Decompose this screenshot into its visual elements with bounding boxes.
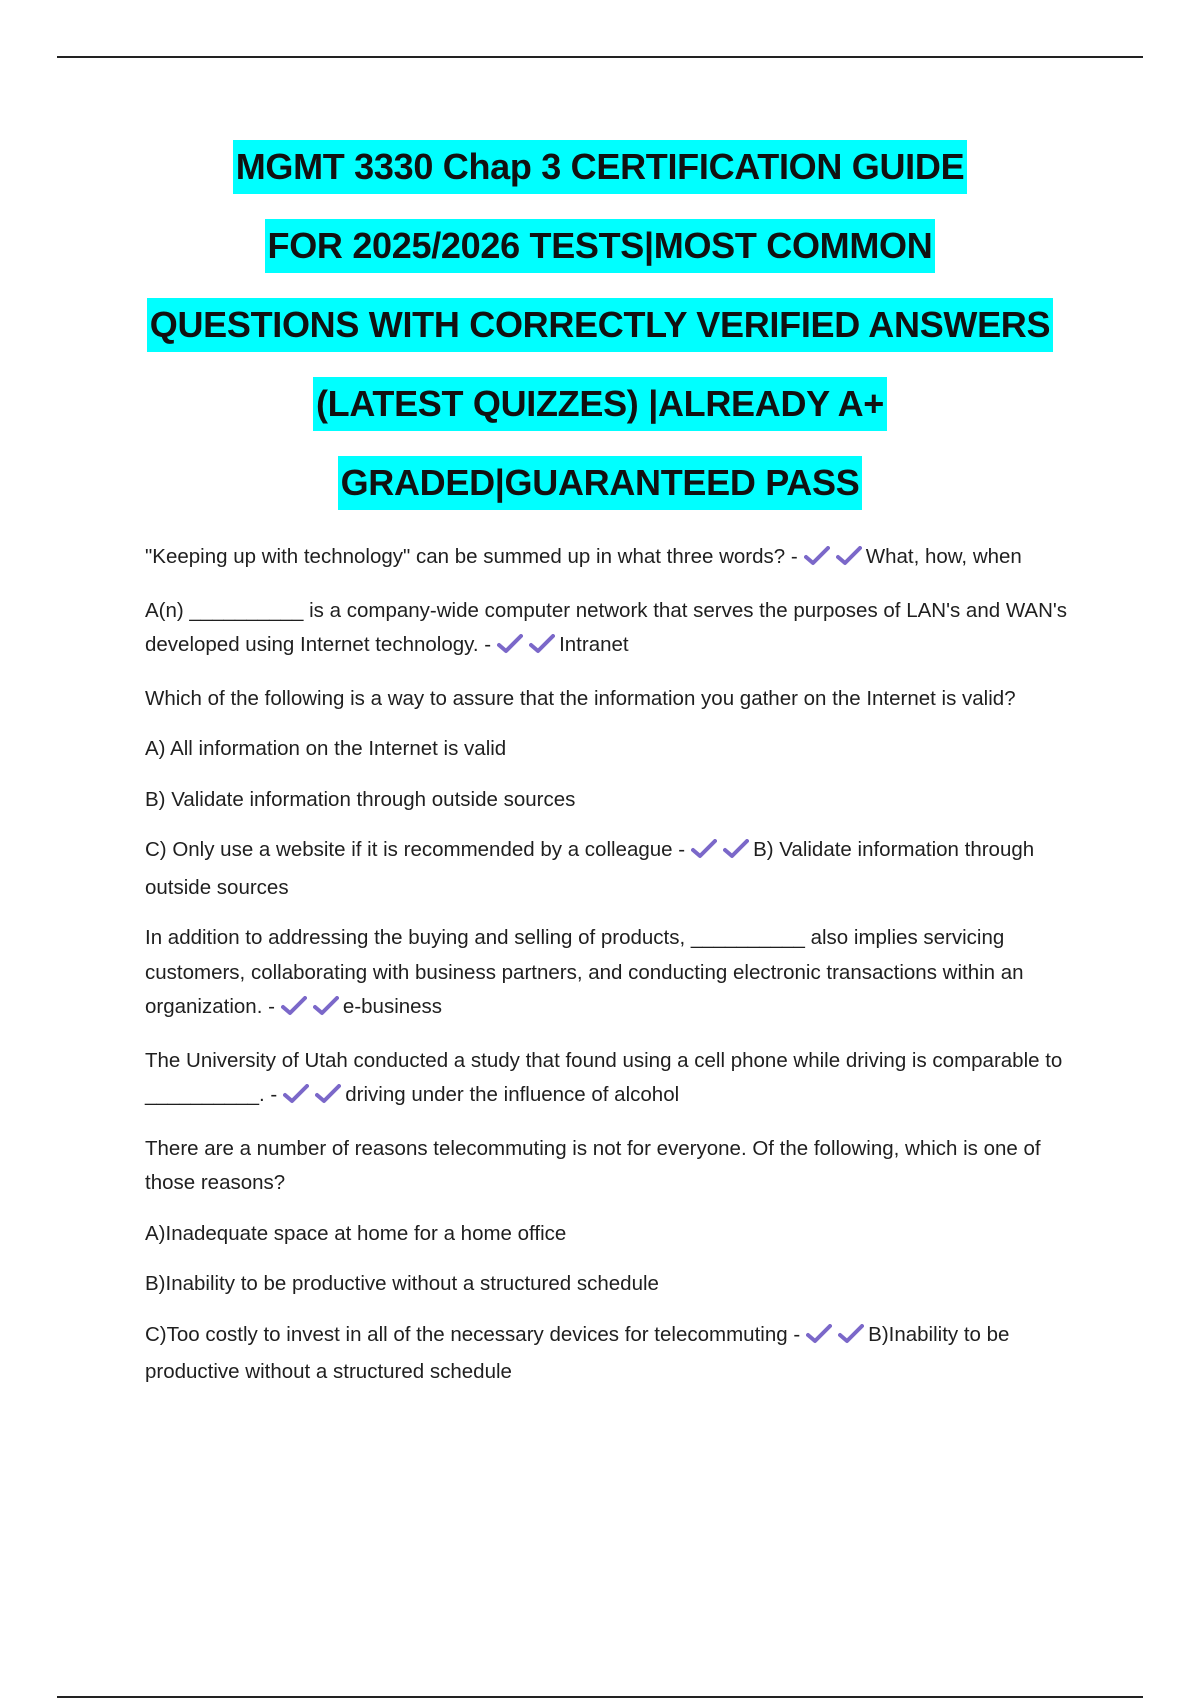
question-text: A)Inadequate space at home for a home office <box>145 1221 567 1245</box>
question-text: B)Inability to be productive without a structured schedule <box>145 1272 659 1295</box>
bottom-rule <box>57 1696 1143 1698</box>
question-text: A(n) __________ is a company-wide computer network that serves the purposes of LAN's and WAN's developed using Internet technology. - <box>145 598 1068 656</box>
check-icon <box>315 1084 341 1104</box>
verified-checks <box>281 993 339 1028</box>
check-icon <box>281 996 307 1016</box>
question-text: The University of Utah conducted a study that found using a cell phone while driving is comparable to __________. - <box>145 1048 1063 1106</box>
document-title <box>0 140 1200 535</box>
check-icon <box>313 996 339 1016</box>
answer-text: B) Validate information through outside sources <box>145 838 1035 899</box>
top-rule <box>57 56 1143 58</box>
answer-text: What, how, when <box>865 545 1022 568</box>
verified-checks <box>691 836 749 871</box>
verified-checks <box>283 1081 341 1116</box>
check-icon <box>838 1324 864 1344</box>
qa-paragraph <box>145 921 1080 1028</box>
qa-paragraph <box>145 732 1080 767</box>
title-line <box>0 377 1200 456</box>
question-list <box>145 540 1080 1406</box>
answer-text: e-business <box>342 995 443 1018</box>
check-icon <box>836 546 862 566</box>
qa-paragraph <box>145 833 1080 905</box>
verified-checks <box>804 543 862 578</box>
qa-paragraph <box>145 1267 1080 1302</box>
verified-checks <box>497 631 555 666</box>
qa-paragraph <box>145 1044 1080 1116</box>
check-icon <box>529 634 555 654</box>
check-icon <box>283 1084 309 1104</box>
check-icon <box>806 1324 832 1344</box>
question-text: In addition to addressing the buying and selling of products, __________ also implies servicing customers, collaborating with business partners, and conducting electronic transactions within an organization. - <box>145 926 1024 1018</box>
check-icon <box>804 546 830 566</box>
title-line-text: FOR 2025/2026 TESTS|MOST COMMON <box>265 219 936 273</box>
qa-paragraph <box>145 1318 1080 1390</box>
title-line-text: QUESTIONS WITH CORRECTLY VERIFIED ANSWERS <box>147 298 1053 352</box>
title-line-text: GRADED|GUARANTEED PASS <box>338 456 863 510</box>
question-text: There are a number of reasons telecommuting is not for everyone. Of the following, which is one of those reasons? <box>145 1136 1041 1194</box>
qa-paragraph <box>145 1217 1080 1252</box>
title-line-text: MGMT 3330 Chap 3 CERTIFICATION GUIDE <box>233 140 968 194</box>
qa-paragraph <box>145 682 1080 717</box>
verified-checks <box>806 1321 864 1356</box>
qa-paragraph <box>145 540 1080 578</box>
question-text: A) All information on the Internet is valid <box>145 737 507 760</box>
question-text: Which of the following is a way to assure that the information you gather on the Internet is valid? <box>145 686 1016 710</box>
answer-text: B)Inability to be productive without a structured schedule <box>145 1322 1010 1383</box>
title-line <box>0 456 1200 535</box>
question-text: C) Only use a website if it is recommended by a colleague - <box>145 838 686 861</box>
question-text: "Keeping up with technology" can be summed up in what three words? - <box>145 545 798 568</box>
qa-paragraph <box>145 594 1080 666</box>
title-line <box>0 140 1200 219</box>
qa-paragraph <box>145 783 1080 818</box>
answer-text: Intranet <box>559 633 629 656</box>
title-line <box>0 219 1200 298</box>
qa-paragraph <box>145 1132 1080 1201</box>
check-icon <box>691 839 717 859</box>
check-icon <box>723 839 749 859</box>
title-line-text: (LATEST QUIZZES) |ALREADY A+ <box>313 377 887 431</box>
question-text: B) Validate information through outside sources <box>145 787 576 811</box>
title-line <box>0 298 1200 377</box>
answer-text: driving under the influence of alcohol <box>345 1083 680 1106</box>
check-icon <box>497 634 523 654</box>
question-text: C)Too costly to invest in all of the necessary devices for telecommuting - <box>145 1322 801 1346</box>
